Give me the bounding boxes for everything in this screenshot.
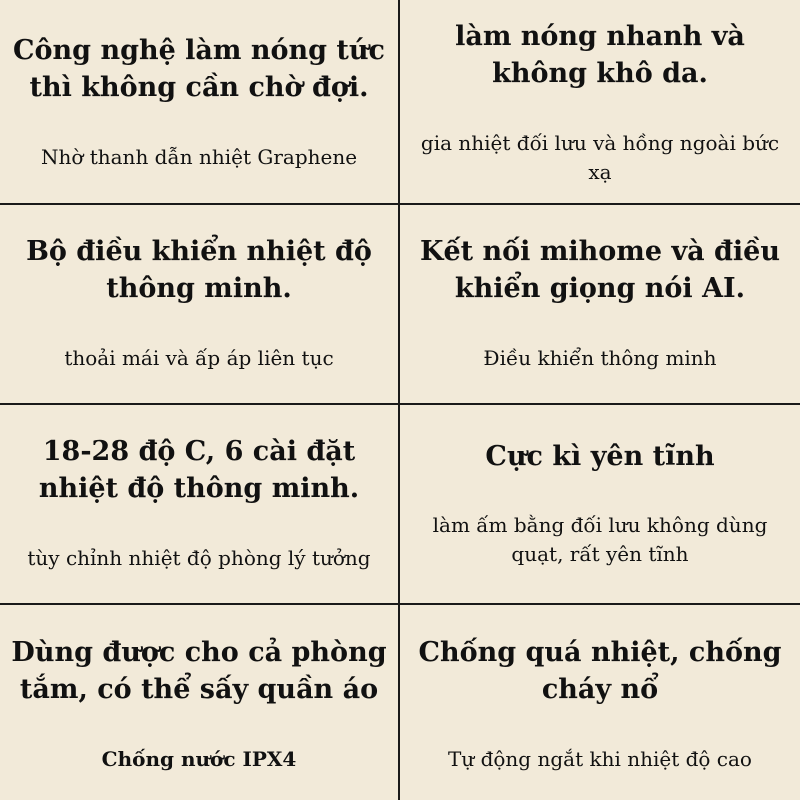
feature-cell-smart-thermostat <box>0 205 400 405</box>
feature-description: tùy chỉnh nhiệt độ phòng lý tưởng <box>27 546 371 570</box>
feature-title: làm nóng nhanh và không khô da. <box>455 21 745 89</box>
feature-cell-bathroom-use <box>0 605 400 800</box>
feature-description: làm ấm bằng đối lưu không dùng quạt, rất yên tĩnh <box>432 513 768 566</box>
feature-title: 18-28 độ C, 6 cài đặt nhiệt độ thông minh. <box>38 436 360 504</box>
feature-cell-instant-heating <box>0 0 400 205</box>
feature-description: Nhờ thanh dẫn nhiệt Graphene <box>40 145 358 169</box>
feature-cell-fast-heating <box>400 0 800 205</box>
feature-cell-temperature-range <box>0 405 400 605</box>
feature-title: Bộ điều khiển nhiệt độ thông minh. <box>26 236 372 304</box>
feature-cell-mihome-voice <box>400 205 800 405</box>
feature-title: Dùng được cho cả phòng tắm, có thể sấy quần áo <box>11 637 387 705</box>
feature-description: thoải mái và ấp áp liên tục <box>64 346 334 370</box>
feature-cell-overheat-protection <box>400 605 800 800</box>
feature-description: Điều khiển thông minh <box>483 346 717 370</box>
feature-description: Chống nước IPX4 <box>101 747 297 771</box>
feature-title: Kết nối mihome và điều khiển giọng nói AI. <box>420 236 780 304</box>
feature-title: Công nghệ làm nóng tức thì không cần chờ đợi. <box>13 35 385 103</box>
feature-title: Chống quá nhiệt, chống cháy nổ <box>418 637 782 705</box>
feature-description: gia nhiệt đối lưu và hồng ngoài bức xạ <box>420 131 780 184</box>
feature-description: Tự động ngắt khi nhiệt độ cao <box>448 747 752 771</box>
feature-title: Cực kì yên tĩnh <box>485 441 715 472</box>
feature-cell-quiet <box>400 405 800 605</box>
